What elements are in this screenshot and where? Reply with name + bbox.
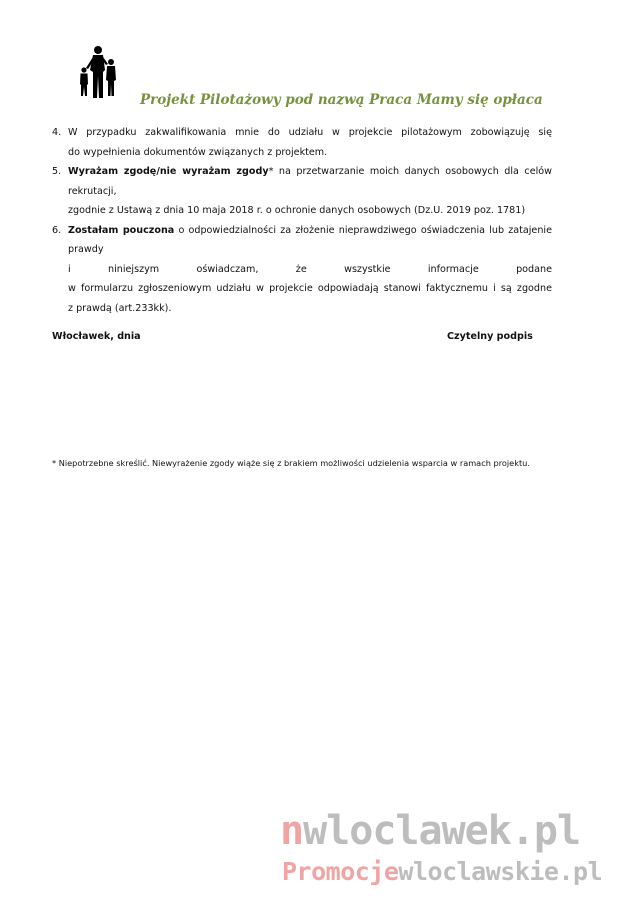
item-text-line: W przypadku zakwalifikowania mnie do udziału w projekcie pilotażowym zobowiązuję się bbox=[68, 127, 552, 138]
list-item bbox=[52, 162, 552, 221]
item-body bbox=[68, 221, 552, 319]
item-text-line: i niniejszym oświadczam, że wszystkie informacje podane bbox=[68, 263, 552, 275]
item-text-line: do wypełnienia dokumentów związanych z projektem. bbox=[68, 146, 328, 158]
watermark-text: wloclawek.pl bbox=[303, 808, 581, 854]
item-body bbox=[68, 162, 552, 221]
watermark-text: wloclawskie.pl bbox=[398, 857, 603, 886]
item-body bbox=[68, 123, 552, 162]
item-text: o odpowiedzialności za złożenie nieprawdziwego oświadczenia lub zatajenie prawdy bbox=[68, 224, 552, 255]
item-text-line: w formularzu zgłoszeniowym udziału w projekcie odpowiadają stanowi faktycznemu i są zgodne bbox=[68, 283, 552, 294]
item-number: 5. bbox=[52, 166, 62, 177]
family-silhouette-icon bbox=[76, 44, 122, 100]
watermark-accent: n bbox=[280, 808, 304, 854]
signature-label: Czytelny podpis bbox=[447, 331, 533, 342]
item-text: * na przetwarzanie moich danych osobowych dla celów rekrutacji, bbox=[68, 166, 552, 197]
watermark-nwloclawek bbox=[280, 808, 580, 854]
item-text-line: z prawdą (art.233kk). bbox=[68, 302, 172, 314]
item-number: 6. bbox=[52, 224, 62, 236]
list-item bbox=[52, 221, 552, 319]
watermark-accent: Promocje bbox=[282, 857, 399, 886]
instruction-statement: Zostałam pouczona bbox=[68, 224, 175, 236]
footnote: * Niepotrzebne skreślić. Niewyrażenie zgody wiąże się z brakiem możliwości udzielenia wsparcia w ramach projektu. bbox=[52, 458, 530, 468]
page-title: Projekt Pilotażowy pod nazwą Praca Mamy się opłaca bbox=[140, 92, 543, 108]
watermark-promocje bbox=[282, 857, 602, 886]
item-text-line bbox=[68, 162, 552, 201]
consent-list bbox=[52, 123, 552, 318]
item-text-line bbox=[68, 221, 552, 260]
place-date-label: Włocławek, dnia bbox=[52, 331, 141, 342]
item-number: 4. bbox=[52, 127, 62, 138]
item-text-line: zgodnie z Ustawą z dnia 10 maja 2018 r. o ochronie danych osobowych (Dz.U. 2019 poz. 1781) bbox=[68, 205, 526, 216]
list-item bbox=[52, 123, 552, 162]
consent-statement: Wyrażam zgodę/nie wyrażam zgody bbox=[68, 166, 269, 177]
